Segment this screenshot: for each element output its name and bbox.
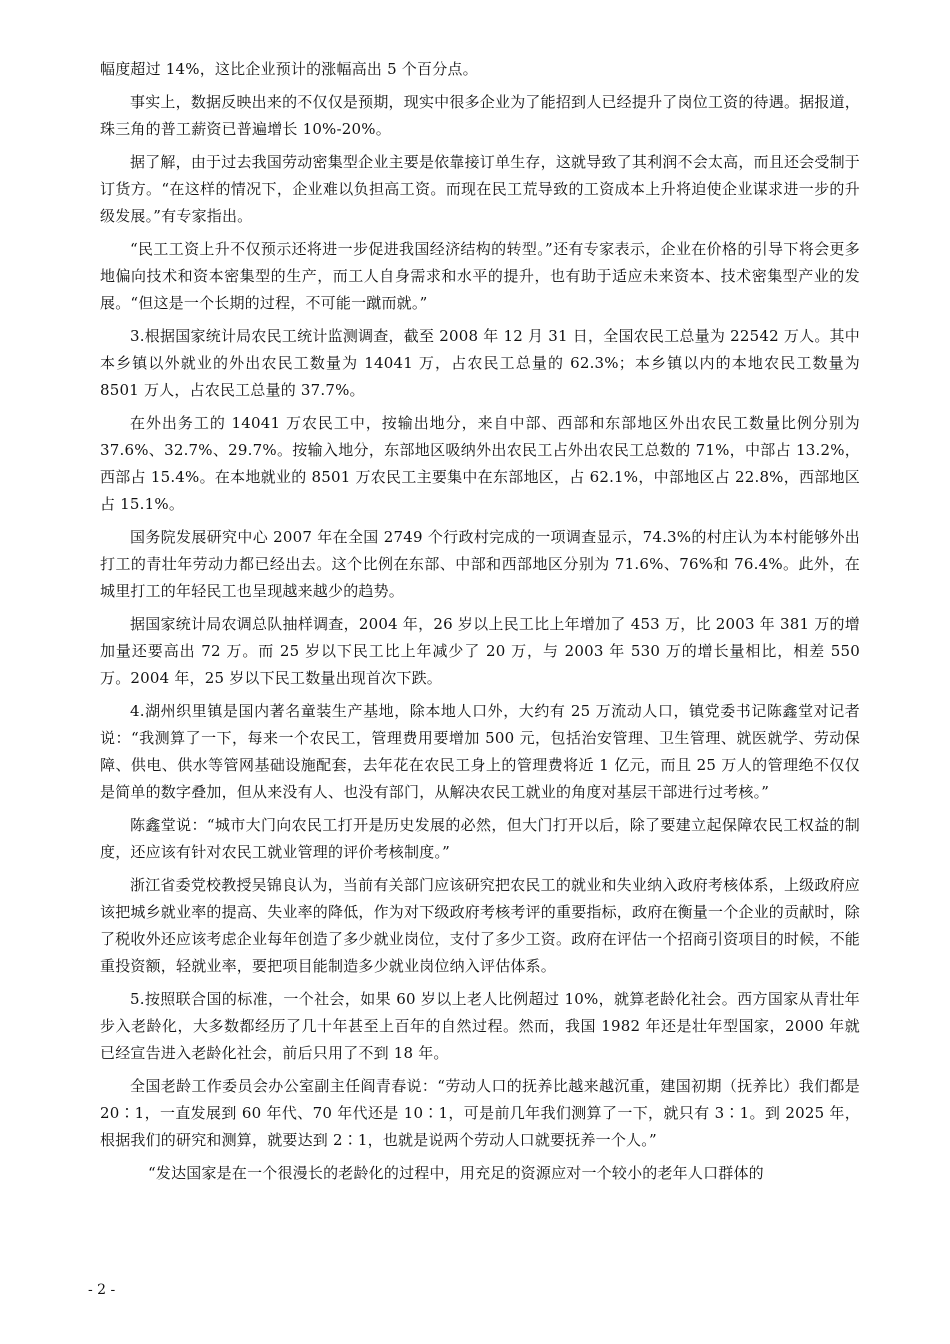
paragraph-13: 全国老龄工作委员会办公室副主任阎青春说：“劳动人口的抚养比越来越沉重，建国初期（抚养比）我们都是 20∶1，一直发展到 60 年代、70 年代还是 10∶1，可是前几年我们测算了一下，就只有 3∶1。到 2025 年，根据我们的研究和测算，就要达到 2∶1，也就是说两个劳动人口就要抚养一个人。” — [100, 1077, 860, 1149]
document-body — [100, 56, 860, 1193]
paragraph-3: 据了解，由于过去我国劳动密集型企业主要是依靠接订单生存，这就导致了其利润不会太高，而且还会受制于订货方。“在这样的情况下，企业难以负担高工资。而现在民工荒导致的工资成本上升将迫使企业谋求进一步的升级发展。”有专家指出。 — [100, 153, 860, 225]
paragraph-6: 在外出务工的 14041 万农民工中，按输出地分，来自中部、西部和东部地区外出农民工数量比例分别为 37.6%、32.7%、29.7%。按输入地分，东部地区吸纳外出农民工占外出农民工总数的 71%，中部占 13.2%，西部占 15.4%。在本地就业的 8501 万农民工主要集中在东部地区，占 62.1%，中部地区占 22.8%，西部地区占 15.1%。 — [100, 414, 860, 513]
paragraph-11: 浙江省委党校教授吴锦良认为，当前有关部门应该研究把农民工的就业和失业纳入政府考核体系，上级政府应该把城乡就业率的提高、失业率的降低，作为对下级政府考核考评的重要指标，政府在衡量一个企业的贡献时，除了税收外还应该考虑企业每年创造了多少就业岗位，支付了多少工资。政府在评估一个招商引资项目的时候，不能重投资额，轻就业率，要把项目能制造多少就业岗位纳入评估体系。 — [100, 876, 861, 975]
paragraph-10: 陈鑫堂说：“城市大门向农民工打开是历史发展的必然，但大门打开以后，除了要建立起保障农民工权益的制度，还应该有针对农民工就业管理的评价考核制度。” — [100, 816, 860, 861]
paragraph-5: 3.根据国家统计局农民工统计监测调查，截至 2008 年 12 月 31 日，全国农民工总量为 22542 万人。其中本乡镇以外就业的外出农民工数量为 14041 万，占农民工总量的 62.3%；本乡镇以内的本地农民工数量为 8501 万人，占农民工总量的 37.7%。 — [100, 327, 860, 399]
page-number: - 2 - — [88, 1282, 116, 1298]
paragraph-14: “发达国家是在一个很漫长的老龄化的过程中，用充足的资源应对一个较小的老年人口群体的 — [148, 1164, 764, 1182]
paragraph-8: 据国家统计局农调总队抽样调查，2004 年，26 岁以上民工比上年增加了 453 万，比 2003 年 381 万的增加量还要高出 72 万。而 25 岁以下民工比上年减少了 20 万，与 2003 年 530 万的增长量相比，相差 550 万。2004 年，25 岁以下民工数量出现首次下跌。 — [100, 615, 860, 687]
paragraph-1: 幅度超过 14%，这比企业预计的涨幅高出 5 个百分点。 — [100, 60, 478, 78]
paragraph-12: 5.按照联合国的标准，一个社会，如果 60 岁以上老人比例超过 10%，就算老龄化社会。西方国家从青壮年步入老龄化，大多数都经历了几十年甚至上百年的自然过程。然而，我国 1982 年还是壮年型国家，2000 年就已经宣告进入老龄化社会，前后只用了不到 18 年。 — [100, 990, 860, 1062]
paragraph-9: 4.湖州织里镇是国内著名童装生产基地，除本地人口外，大约有 25 万流动人口，镇党委书记陈鑫堂对记者说：“我测算了一下，每来一个农民工，管理费用要增加 500 元，包括治安管理、卫生管理、就医就学、劳动保障、供电、供水等管网基础设施配套，去年花在农民工身上的管理费将近 1 亿元，而且 25 万人的管理绝不仅仅是简单的数字叠加，但从来没有人、也没有部门，从解决农民工就业的角度对基层干部进行过考核。” — [100, 702, 860, 801]
paragraph-7: 国务院发展研究中心 2007 年在全国 2749 个行政村完成的一项调查显示，74.3%的村庄认为本村能够外出打工的青壮年劳动力都已经出去。这个比例在东部、中部和西部地区分别为 71.6%、76%和 76.4%。此外，在城里打工的年轻民工也呈现越来越少的趋势。 — [100, 528, 860, 600]
paragraph-4: “民工工资上升不仅预示还将进一步促进我国经济结构的转型。”还有专家表示，企业在价格的引导下将会更多地偏向技术和资本密集型的生产，而工人自身需求和水平的提升，也有助于适应未来资本、技术密集型产业的发展。“但这是一个长期的过程，不可能一蹴而就。” — [100, 240, 860, 312]
paragraph-2: 事实上，数据反映出来的不仅仅是预期，现实中很多企业为了能招到人已经提升了岗位工资的待遇。据报道，珠三角的普工薪资已普遍增长 10%-20%。 — [100, 93, 860, 138]
